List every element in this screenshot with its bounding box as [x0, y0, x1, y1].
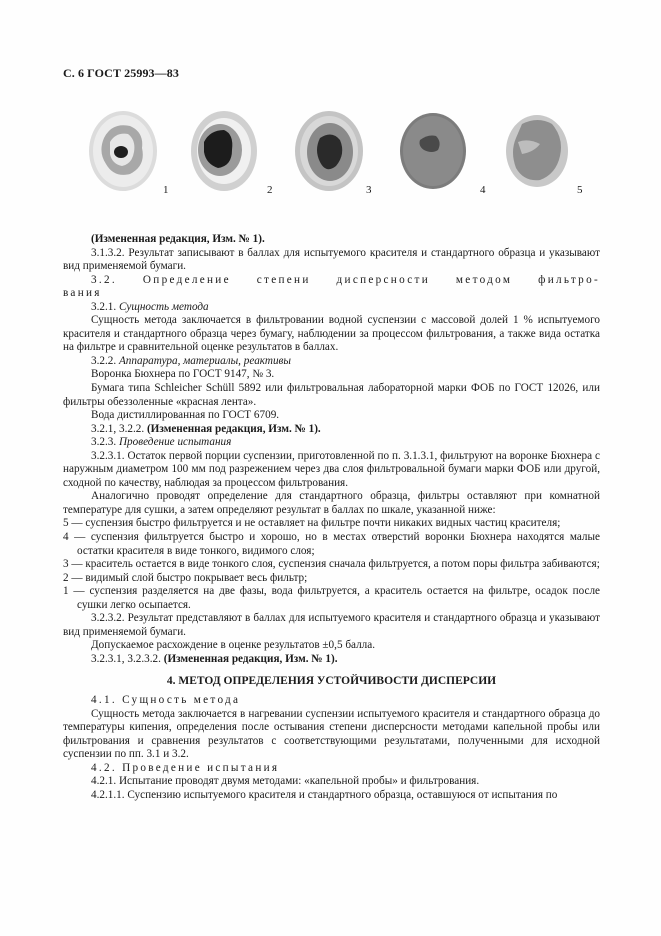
heading-3-2-3 — [63, 436, 600, 450]
clause-number: 3.2.1. — [91, 300, 117, 313]
heading-3-2-1 — [63, 301, 600, 315]
clause-number: 3.2.1, 3.2.2. — [91, 422, 145, 435]
filter-sample-5 — [504, 112, 570, 190]
figure-number-3: 3 — [366, 184, 372, 196]
equipment-funnel: Воронка Бюхнера по ГОСТ 9147, № 3. — [91, 368, 275, 381]
paragraph-4-2-1-1: 4.2.1.1. Суспензию испытуемого красителя и стандартного образца, оставшуюся от испытания по — [91, 788, 558, 801]
paragraph-4-1-essence: Сущность метода заключается в нагревании суспензии испытуемого красителя и стандартного образца до температуры кипения, определения после остывания степени дисперсности методами капельной пробы или фильтрования и сравнения результатов с соответствующими результатами, полученными для исходной суспензии по пп. 3.1 и 3.2. — [63, 707, 600, 761]
figure-number-4: 4 — [480, 184, 486, 196]
amendment-note-2 — [63, 423, 600, 437]
amendment-label: (Измененная редакция, Изм. № 1). — [163, 652, 338, 665]
filter-sample-4 — [398, 110, 468, 192]
paragraph-3-2-3-1: 3.2.3.1. Остаток первой порции суспензии, приготовленной по п. 3.1.3.1, фильтруют на воронке Бюхнера с наружным диаметром 100 мм под разрежением через два слоя фильтровальной бумаги марки ФОБ или другой, сходной по качеству, наблюдая за процессом фильтрования. — [63, 449, 600, 489]
heading-3-2-line1: 3.2. Определение степени дисперсности методом фильтро- — [91, 273, 600, 286]
amendment-note-3 — [63, 653, 600, 667]
filter-sample-3 — [292, 108, 366, 194]
clause-title: Сущность метода — [118, 300, 209, 313]
equipment-water: Вода дистиллированная по ГОСТ 6709. — [91, 409, 280, 422]
heading-3-2-line2: вания — [63, 287, 102, 300]
clause-number: 3.2.2. — [91, 354, 117, 367]
clause-title: Аппаратура, материалы, реактивы — [118, 354, 291, 367]
figure-number-1: 1 — [163, 184, 169, 196]
clause-number: 3.2.3. — [91, 436, 117, 449]
scale-item-1: 1 — суспензия разделяется на две фазы, вода фильтруется, а краситель остается на фильтре, осадок после сушки легко осыпается. — [63, 585, 600, 611]
paragraph-method-essence: Сущность метода заключается в фильтровании водной суспензии с массовой долей 1 % испытуемого красителя и стандартного образца через бумагу, наблюдении за процессом фильтрования, а также вида остатка на фильтре и сравнительной оценке результатов в баллах. — [63, 314, 600, 354]
paragraph-3-1-3-2: 3.1.3.2. Результат записывают в баллах для испытуемого красителя и стандартного образца и указывают вид применяемой бумаги. — [63, 246, 600, 273]
heading-4-2: 4.2. Проведение испытания — [91, 761, 280, 774]
filter-figures — [0, 100, 661, 210]
figure-number-5: 5 — [577, 184, 583, 196]
heading-4-1: 4.1. Сущность метода — [91, 694, 241, 707]
paragraph-3-2-3-2: 3.2.3.2. Результат представляют в баллах для испытуемого красителя и стандартного образца и указывают вид применяемой бумаги. — [63, 612, 600, 638]
scale-item-3: 3 — краситель остается в виде тонкого слоя, суспензия сначала фильтруется, а потом поры фильтра забиваются; — [63, 558, 600, 571]
figure-number-2: 2 — [267, 184, 273, 196]
clause-number: 3.2.3.1, 3.2.3.2. — [91, 652, 161, 665]
equipment-paper: Бумага типа Schleicher Schüll 5892 или фильтровальная лабораторной марки ФОБ по ГОСТ 12026, или фильтры обеззоленные «красная лента». — [63, 382, 600, 408]
scale-item-4: 4 — суспензия фильтруется быстро и хорошо, но в местах отверстий воронки Бюхнера находятся малые остатки красителя в виде тонкого, видимого слоя; — [63, 531, 600, 557]
tolerance-note: Допускаемое расхождение в оценке результатов ±0,5 балла. — [91, 639, 376, 652]
amendment-note-1: (Измененная редакция, Изм. № 1). — [91, 233, 265, 245]
document-body — [63, 233, 600, 802]
filter-sample-2 — [188, 108, 260, 194]
paragraph-analogous: Аналогично проводят определение для стандартного образца, фильтры оставляют при комнатной температуре для сушки, а затем определяют результат в баллах по шкале, указанной ниже: — [63, 490, 600, 516]
scale-item-2: 2 — видимый слой быстро покрывает весь фильтр; — [63, 571, 308, 584]
heading-3-2-2 — [63, 355, 600, 369]
clause-title: Проведение испытания — [118, 436, 232, 449]
filter-sample-1 — [86, 108, 160, 194]
amendment-label: (Измененная редакция, Изм. № 1). — [146, 422, 321, 435]
scale-item-5: 5 — суспензия быстро фильтруется и не оставляет на фильтре почти никаких видных частиц красителя; — [63, 517, 561, 530]
section-4-title: 4. МЕТОД ОПРЕДЕЛЕНИЯ УСТОЙЧИВОСТИ ДИСПЕРСИИ — [166, 674, 497, 687]
page-header: С. 6 ГОСТ 25993—83 — [63, 66, 179, 80]
paragraph-4-2-1: 4.2.1. Испытание проводят двумя методами: «капельной пробы» и фильтрования. — [91, 775, 480, 788]
